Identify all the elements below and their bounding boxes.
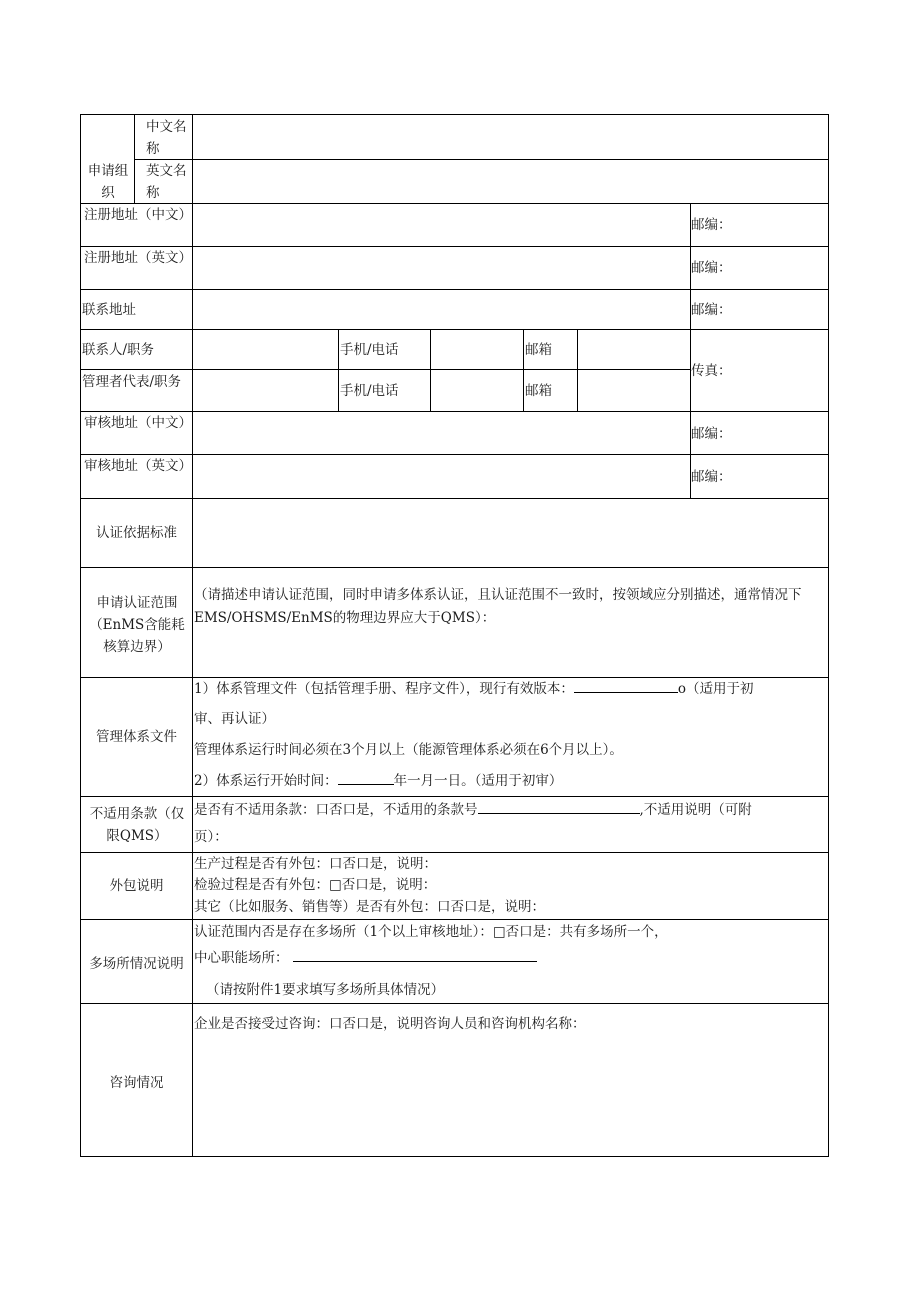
reg-address-cn-label: 注册地址（中文） <box>84 207 192 223</box>
row-divider <box>81 919 828 920</box>
mgmt-rep-phone-label: 手机/电话 <box>340 383 399 399</box>
multisite-line2-text: 中心职能场所： <box>194 950 289 966</box>
system-docs-line2: 审、再认证） <box>194 711 275 727</box>
contact-phone-label: 手机/电话 <box>340 342 399 358</box>
multisite-line1: 认证范围内否是存在多场所（1个以上审核地址）：□否口是：共有多场所一个， <box>194 924 668 940</box>
audit-address-en-label: 审核地址（英文） <box>84 458 192 474</box>
central-site-blank <box>293 947 537 962</box>
row-divider <box>81 203 828 204</box>
mgmt-rep-label: 管理者代表/职务 <box>82 374 182 390</box>
row-divider <box>81 567 828 568</box>
contact-person-label: 联系人/职务 <box>82 342 155 358</box>
system-docs-line4-suffix: 年一月一日。（适用于初审） <box>393 773 563 789</box>
contact-address-label: 联系地址 <box>82 302 136 318</box>
scope-instructions: （请描述申请认证范围，同时申请多体系认证，且认证范围不一致时，按领域应分别描述，通常情况下EMS/OHSMS/EnMS的物理边界应大于QMS）： <box>194 587 802 626</box>
audit-address-cn-label: 审核地址（中文） <box>84 415 192 431</box>
reg-address-en-label: 注册地址（英文） <box>84 250 192 266</box>
consulting-label: 咨询情况 <box>109 1075 164 1091</box>
column-divider <box>523 329 524 411</box>
exclusions-line2: 页）： <box>194 829 228 845</box>
cert-standard-label: 认证依据标准 <box>96 525 177 541</box>
row-divider <box>81 498 828 499</box>
reg-address-en-postal: 邮编： <box>691 260 732 276</box>
outsourcing-line2: 检验过程是否有外包：□否口是，说明： <box>194 877 437 893</box>
exclusions-line1 <box>194 799 752 821</box>
system-docs-line1-suffix: o（适用于初 <box>677 681 754 697</box>
outsourcing-line3: 其它（比如服务、销售等）是否有外包：口否口是，说明： <box>194 899 545 915</box>
exclusions-line1-text: 是否有不适用条款：口否口是，不适用的条款号 <box>194 802 478 818</box>
row-divider <box>81 369 690 370</box>
row-divider <box>81 796 828 797</box>
audit-address-cn-postal: 邮编： <box>691 426 732 442</box>
row-divider <box>81 329 828 330</box>
multisite-line3: （请按附件1要求填写多场所具体情况） <box>206 982 445 998</box>
outsourcing-line1: 生产过程是否有外包：口否口是，说明： <box>194 856 437 872</box>
multisite-line2 <box>194 947 537 969</box>
row-divider <box>81 289 828 290</box>
system-docs-line1 <box>194 678 753 700</box>
multisite-label: 多场所情况说明 <box>89 956 184 972</box>
version-blank <box>574 678 678 693</box>
mgmt-rep-email-label: 邮箱 <box>525 383 552 399</box>
cn-name-label: 中文名称 <box>146 119 187 157</box>
system-docs-line1-text: 1）体系管理文件（包括管理手册、程序文件），现行有效版本： <box>194 681 574 697</box>
applicant-label: 申请组织 <box>87 163 129 201</box>
contact-address-postal: 邮编： <box>691 302 732 318</box>
column-divider <box>430 329 431 411</box>
column-divider <box>134 115 135 203</box>
contact-email-label: 邮箱 <box>525 342 552 358</box>
column-divider <box>690 203 691 498</box>
row-divider <box>81 1003 828 1004</box>
column-divider <box>192 115 193 1156</box>
fax-label: 传真： <box>691 363 732 379</box>
outsourcing-label: 外包说明 <box>109 878 164 894</box>
exclusions-label: 不适用条款（仅限QMS） <box>89 806 185 844</box>
system-docs-label: 管理体系文件 <box>96 729 177 745</box>
audit-address-en-postal: 邮编： <box>691 469 732 485</box>
system-docs-line4 <box>194 770 562 792</box>
system-docs-line4-text: 2）体系运行开始时间： <box>194 773 338 789</box>
row-divider <box>81 411 828 412</box>
row-divider <box>134 159 828 160</box>
scope-label: 申请认证范围（EnMS含能耗核算边界） <box>89 595 185 655</box>
row-divider <box>81 454 828 455</box>
en-name-label: 英文名称 <box>146 163 187 201</box>
consulting-question: 企业是否接受过咨询：口否口是，说明咨询人员和咨询机构名称： <box>194 1016 586 1032</box>
clause-number-blank <box>478 799 640 814</box>
start-date-blank <box>338 770 394 785</box>
column-divider <box>338 329 339 411</box>
row-divider <box>81 246 828 247</box>
application-form-table <box>80 114 829 1157</box>
reg-address-cn-postal: 邮编： <box>691 217 732 233</box>
column-divider <box>577 329 578 411</box>
system-docs-line3: 管理体系运行时间必须在3个月以上（能源管理体系必须在6个月以上）。 <box>194 742 623 758</box>
exclusions-line1-suffix: ,不适用说明（可附 <box>639 802 752 818</box>
